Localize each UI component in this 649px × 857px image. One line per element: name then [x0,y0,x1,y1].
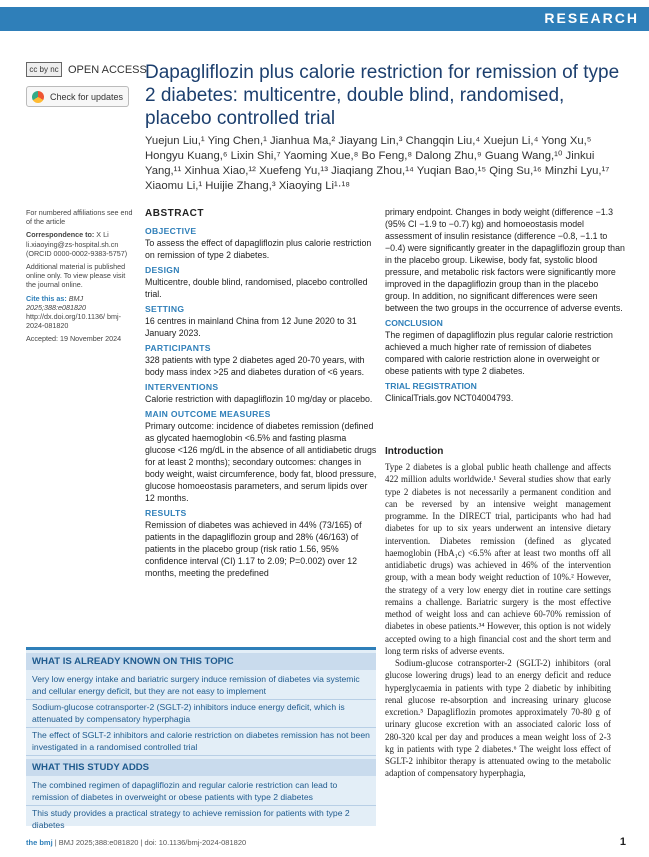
participants-heading: PARTICIPANTS [145,343,211,353]
interventions-heading: INTERVENTIONS [145,382,219,392]
abstract-heading: ABSTRACT [145,208,204,219]
affiliations-note: For numbered affiliations see end of the article [26,208,133,227]
section-banner [0,7,649,31]
setting-text: 16 centres in mainland China from 12 June 2020 to 31 January 2023. [145,316,357,338]
adds-item: This study provides a practical strategy to achieve remission for patients with type 2 diabetes [32,808,350,830]
summary-box [26,647,376,830]
trial-text[interactable]: ClinicalTrials.gov NCT04004793. [385,393,514,403]
interventions-text: Calorie restriction with dapagliflozin 10 mg/day or placebo. [145,394,373,404]
results-text-cont: primary endpoint. Changes in body weight (difference −1.3 (95% CI −1.9 to −0.7) kg) and homoeostasis model assessment of insulin resistance (difference −0.8, −1.1 to −0.4) were significantly greater in the dapagliflozin group than in the placebo group. Likewise, body fat, systolic blood pressure, and metabolic risk factors were significantly more improved in the dapagliflozin group than in the placebo group. In addition, no significant differences were seen between the two groups in the occurrence of adverse events. [385,207,625,313]
objective-text: To assess the effect of dapagliflozin plus calorie restriction on remission of type 2 diabetes. [145,238,372,260]
known-item: Sodium-glucose cotransporter-2 (SGLT-2) inhibitors induce energy deficit, which is attenuated by compensatory hyperphagia [26,700,376,728]
citation: Cite this as: BMJ 2025;388:e081820 http://dx.doi.org/10.1136/ bmj-2024-081820 [26,293,121,331]
conclusion-text: The regimen of dapagliflozin plus regular calorie restriction achieved a much higher rate of remission of diabetes compared with calorie restriction alone in overweight or obese patients with type 2 diabetes. [385,330,613,376]
page-footer [26,838,626,847]
correspondence-email[interactable]: li.xiaoying@zs-hospital.sh.cn [26,239,119,249]
doi-link[interactable]: http://dx.doi.org/10.1136/ bmj-2024-081820 [26,312,121,331]
participants-text: 328 patients with type 2 diabetes aged 20-70 years, with body mass index >25 and diabetes duration of <6 years. [145,355,365,377]
results-heading: RESULTS [145,508,187,518]
known-item: The effect of SGLT-2 inhibitors and calorie restriction on diabetes remission has not been investigated in a randomised controlled trial [26,728,376,756]
additional-material-note: Additional material is published online only. To view please visit the journal online. [26,262,126,290]
correspondence: Correspondence to: X Li li.xiaoying@zs-hospital.sh.cn (ORCID 0000-0002-9383-5757) [26,230,128,258]
known-heading: WHAT IS ALREADY KNOWN ON THIS TOPIC [26,653,376,670]
outcome-heading: MAIN OUTCOME MEASURES [145,409,271,419]
open-access-label: OPEN ACCESS [68,63,147,76]
page-number: 1 [619,836,626,848]
trial-heading: TRIAL REGISTRATION [385,381,477,391]
section-label: RESEARCH [544,10,639,26]
adds-heading: WHAT THIS STUDY ADDS [26,759,376,776]
objective-heading: OBJECTIVE [145,226,197,236]
abstract-col2 [385,206,625,404]
open-access-badge[interactable] [26,62,147,77]
introduction-heading: Introduction [385,446,444,457]
sidebar-info [26,208,134,348]
footer-reference: | BMJ 2025;388:e081820 | doi: 10.1136/bmj-2024-081820 [54,838,247,847]
intro-paragraph-2: Sodium-glucose cotransporter-2 (SGLT-2) inhibitors (oral glucose lowering drugs) lead to an energy deficit and reduce hyperglycaemia in patients with type 2 diabetic by inhibiting renal glucose re-absorption and increasing urinary glucose excretion.⁵ Dapagliflozin promotes approximately 70-80 g of urinary glucose excretion with an associated caloric loss of 280-320 kcal per day and produces a mean weight loss of 2-3 kg in patients with type 2 diabetes.⁶ The weight loss effect of SGLT-2 inhibitor therapy is attenuated owing to the metabolic adaption of compensatory hyperphagia, [385,658,611,779]
outcome-text: Primary outcome: incidence of diabetes remission (defined as glycated haemoglobin <6.5% and fasting plasma glucose <126 mg/dL in the absence of all antidiabetic drugs for at least 2 months); secondary outcomes: changes in body weight, waist circumference, body fat, blood pressure, glucose homoeostasis parameters, and serum lipids over 12 months. [145,421,377,503]
accepted-date: Accepted: 19 November 2024 [26,334,122,344]
conclusion-heading: CONCLUSION [385,318,443,328]
cc-license-icon: cc by nc [26,62,62,77]
introduction-body [385,461,611,780]
setting-heading: SETTING [145,304,185,314]
article-title: Dapagliflozin plus calorie restriction for remission of type 2 diabetes: multicentre, double blind, randomised, placebo controlled trial [145,62,620,129]
journal-logo: the bmj [26,838,53,847]
design-heading: DESIGN [145,265,180,275]
author-list: Yuejun Liu,¹ Ying Chen,¹ Jianhua Ma,² Jiayang Lin,³ Changqin Liu,⁴ Xuejun Li,⁴ Yong Xu,⁵ Hongyu Kuang,⁶ Lixin Shi,⁷ Yaoming Xue,⁸ Bo Feng,⁸ Dalong Zhu,⁹ Guang Wang,¹⁰ Jinkui Yang,¹¹ Xinhua Xiao,¹² Xuefeng Yu,¹³ Jiaqiang Zhou,¹⁴ Yuqian Bao,¹⁵ Qing Su,¹⁶ Minzhi Lyu,¹⁷ Xiaomu Li,¹ Huijie Zhang,³ Xiaoying Li¹·¹⁸ [145,135,610,192]
check-updates-label: Check for updates [50,91,124,102]
crossmark-icon [32,91,44,103]
known-item: Very low energy intake and bariatric surgery induce remission of diabetes via systemic and cellular energy deficit, but they are not easy to implement [26,672,376,700]
check-updates-button[interactable] [26,86,129,107]
intro-paragraph-1: Type 2 diabetes is a global public heath challenge and affects 422 million adults worldwide.¹ Several studies show that early type 2 diabetes is not necessarily a permanent condition and can be reversed by an intensive weight management programme. In the DIRECT trial, participants who had had diabetes for up to six years underwent an intensive dietary intervention. Diabetes remission (defined as glycated haemoglobin (HbA₁c) <6.5% after at least two months off all antidiabetic drugs) was achieved in 46% of the intervention group, with a mean body weight reduction of 10%.² However, the strategy of a very low energy diet in routine care settings remains a challenge. Bariatric surgery is the most effective method of weight loss and can achieve 60-70% remission of diabetes in obese patients.³⁴ However, this option is not widely accepted owing to a high financial cost and the short term and long term risks of adverse events. [385,462,611,656]
abstract-col1 [145,222,377,580]
results-text: Remission of diabetes was achieved in 44% (73/165) of patients in the dapagliflozin group and 28% (46/163) of patients in the placebo group (risk ratio 1.56, 95% confidence interval (CI) 1.17 to 2.09; P=0.002) over 12 months, meeting the predefined [145,520,362,578]
adds-item: The combined regimen of dapagliflozin and regular calorie restriction can lead to remission of diabetes in overweight or obese patients with type 2 diabetes [26,778,376,806]
orcid: (ORCID 0000-0002-9383-5757) [26,248,128,258]
design-text: Multicentre, double blind, randomised, placebo controlled trial. [145,277,368,299]
